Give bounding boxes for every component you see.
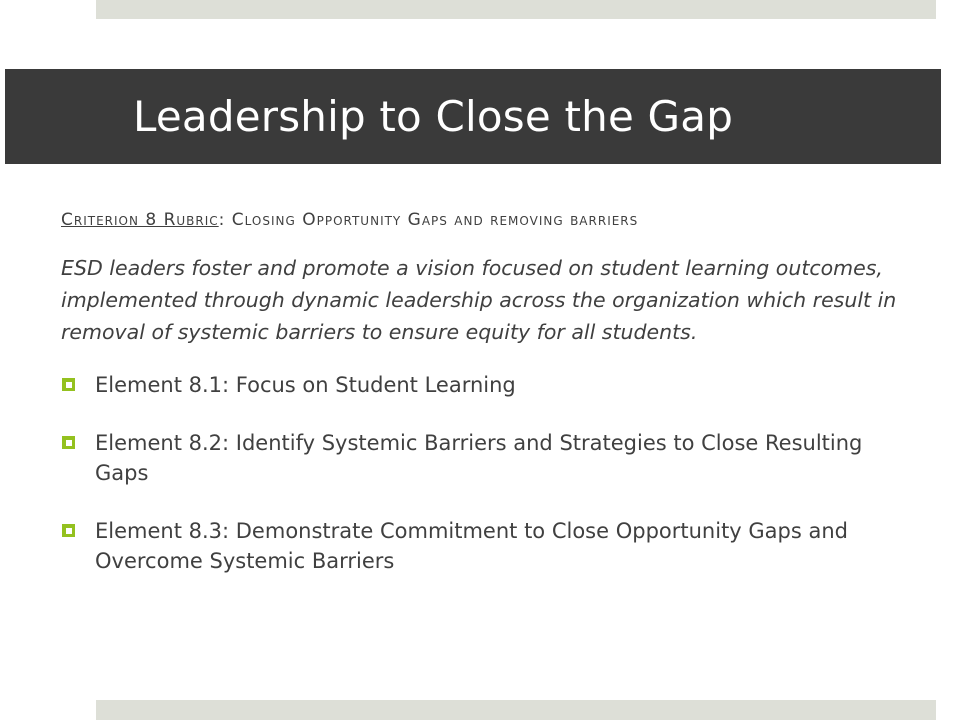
slide-title: Leadership to Close the Gap — [133, 92, 734, 141]
square-bullet-icon — [62, 524, 75, 537]
list-item — [61, 428, 921, 488]
element-list — [61, 370, 921, 576]
list-item — [61, 516, 921, 576]
list-item-text: Element 8.1: Focus on Student Learning — [95, 373, 516, 397]
criterion-subheading-underlined: Criterion 8 Rubric — [61, 210, 219, 230]
top-accent-band — [96, 0, 936, 19]
list-item-text: Element 8.2: Identify Systemic Barriers and Strategies to Close Resulting Gaps — [95, 431, 863, 485]
criterion-subheading — [61, 208, 921, 232]
slide-content — [61, 208, 921, 604]
list-item — [61, 370, 921, 400]
list-item-text: Element 8.3: Demonstrate Commitment to Close Opportunity Gaps and Overcome Systemic Barriers — [95, 519, 848, 573]
criterion-subheading-rest: : Closing Opportunity Gaps and removing barriers — [218, 210, 639, 230]
square-bullet-icon — [62, 436, 75, 449]
square-bullet-icon — [62, 378, 75, 391]
criterion-description: ESD leaders foster and promote a vision focused on student learning outcomes, implemented through dynamic leadership across the organization which result in removal of systemic barriers to ensure equity for all students. — [61, 256, 897, 344]
bottom-accent-band — [96, 700, 936, 720]
title-bar — [5, 69, 941, 164]
